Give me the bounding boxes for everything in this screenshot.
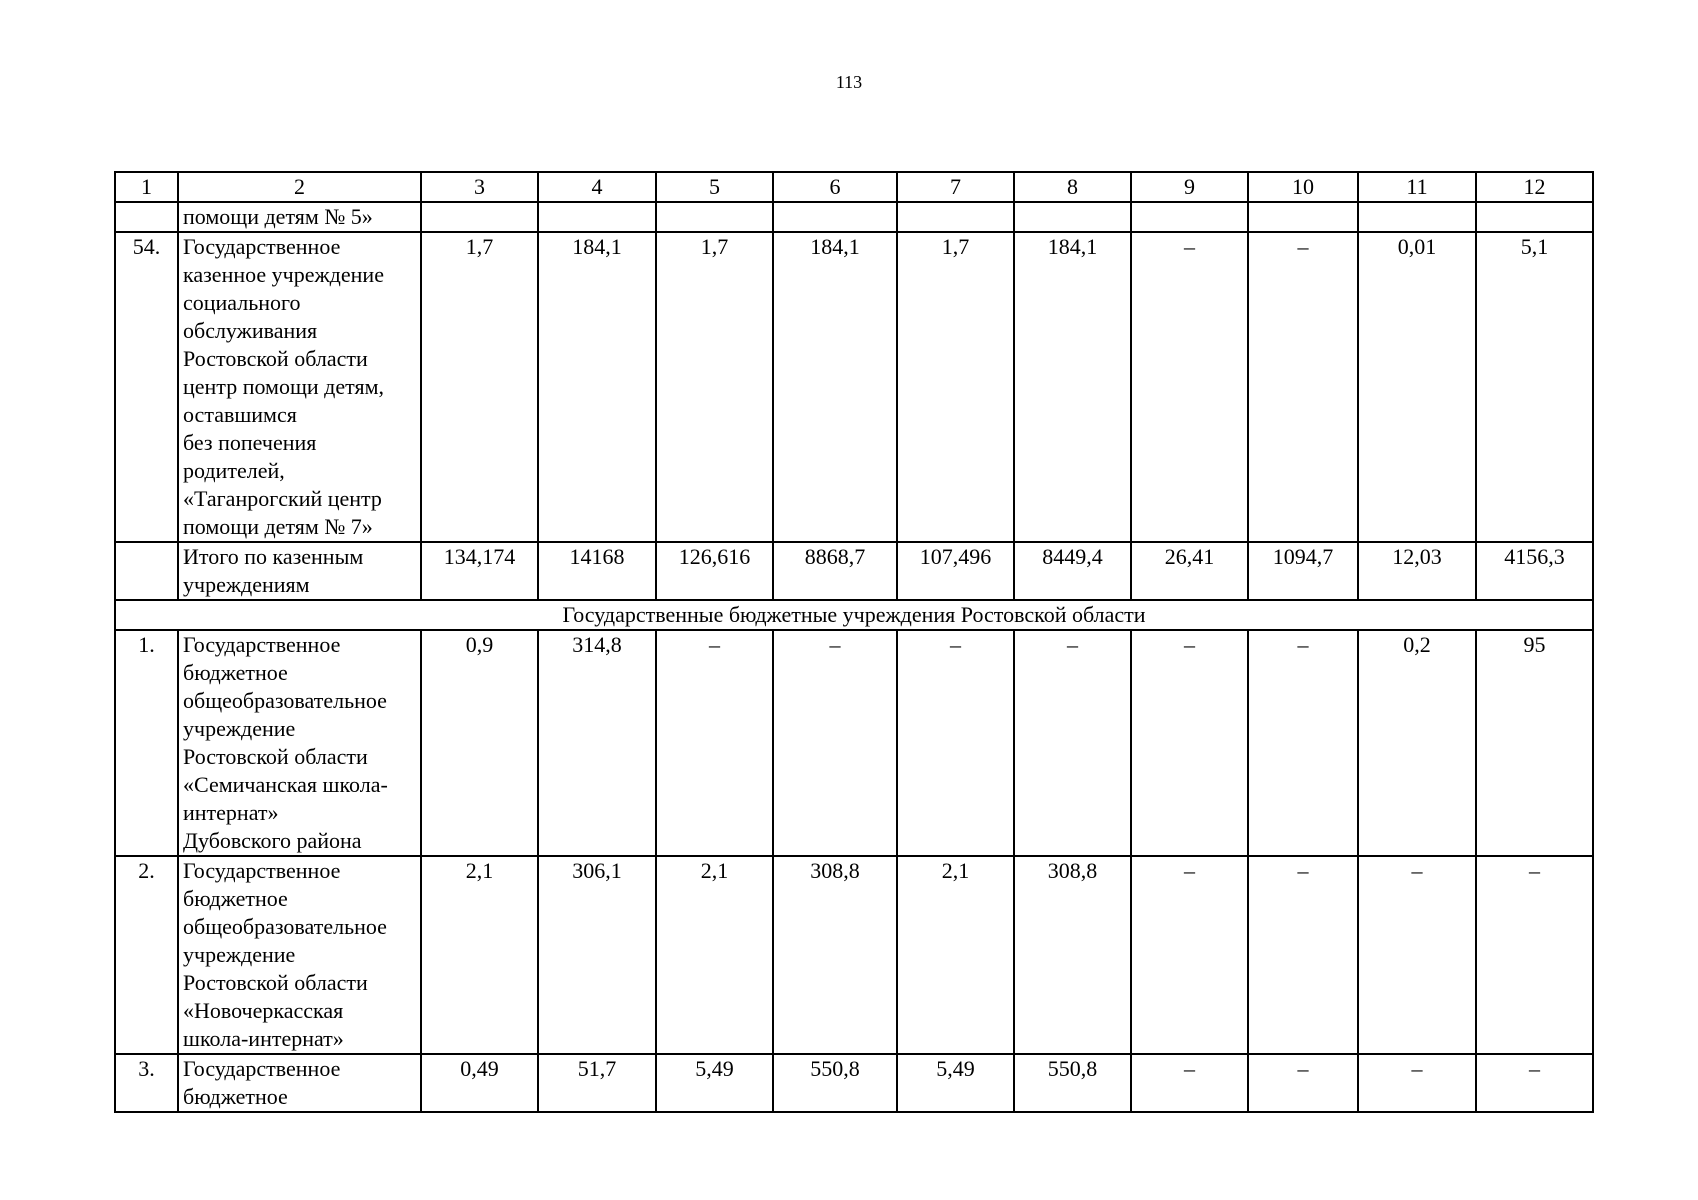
column-header: 4	[538, 172, 656, 202]
value-cell: –	[1131, 630, 1248, 856]
value-cell: 550,8	[773, 1054, 897, 1112]
value-cell: –	[1248, 630, 1358, 856]
value-cell: –	[1131, 856, 1248, 1054]
institution-name: Государственное бюджетное	[178, 1054, 421, 1112]
value-cell: –	[1014, 630, 1131, 856]
value-cell: –	[773, 630, 897, 856]
value-cell: 2,1	[656, 856, 773, 1054]
value-cell: 5,1	[1476, 232, 1593, 542]
column-header: 9	[1131, 172, 1248, 202]
value-cell	[1358, 202, 1476, 232]
value-cell: 314,8	[538, 630, 656, 856]
institution-name: помощи детям № 5»	[178, 202, 421, 232]
value-cell: 2,1	[421, 856, 538, 1054]
column-header: 6	[773, 172, 897, 202]
value-cell: –	[1131, 1054, 1248, 1112]
column-header: 11	[1358, 172, 1476, 202]
value-cell: –	[897, 630, 1014, 856]
value-cell: 1,7	[421, 232, 538, 542]
page-number: 113	[835, 72, 863, 92]
column-header: 7	[897, 172, 1014, 202]
section-title: Государственные бюджетные учреждения Ростовской области	[115, 600, 1593, 630]
value-cell: –	[656, 630, 773, 856]
institution-name: Итого по казенным учреждениям	[178, 542, 421, 600]
value-cell: –	[1131, 232, 1248, 542]
value-cell: 1,7	[656, 232, 773, 542]
table-row	[115, 202, 1593, 232]
value-cell: 5,49	[897, 1054, 1014, 1112]
value-cell	[1014, 202, 1131, 232]
value-cell: –	[1248, 856, 1358, 1054]
column-header: 2	[178, 172, 421, 202]
row-number: 1.	[115, 630, 178, 856]
value-cell: 5,49	[656, 1054, 773, 1112]
institution-name: Государственное бюджетное общеобразовательное учреждение Ростовской области «Новочеркасская школа-интернат»	[178, 856, 421, 1054]
value-cell: 1,7	[897, 232, 1014, 542]
value-cell: 184,1	[773, 232, 897, 542]
table-row	[115, 232, 1593, 542]
value-cell: 550,8	[1014, 1054, 1131, 1112]
column-header: 10	[1248, 172, 1358, 202]
column-header: 5	[656, 172, 773, 202]
value-cell: 8449,4	[1014, 542, 1131, 600]
value-cell: 306,1	[538, 856, 656, 1054]
value-cell	[897, 202, 1014, 232]
value-cell: –	[1358, 856, 1476, 1054]
value-cell: 107,496	[897, 542, 1014, 600]
column-header: 3	[421, 172, 538, 202]
row-number: 2.	[115, 856, 178, 1054]
value-cell: –	[1476, 1054, 1593, 1112]
value-cell: 0,2	[1358, 630, 1476, 856]
value-cell: 12,03	[1358, 542, 1476, 600]
value-cell: 14168	[538, 542, 656, 600]
institution-name: Государственное казенное учреждение социального обслуживания Ростовской области центр помощи детям, оставшимся без попечения родителей, «Таганрогский центр помощи детям № 7»	[178, 232, 421, 542]
value-cell: –	[1476, 856, 1593, 1054]
table-row	[115, 1054, 1593, 1112]
value-cell	[421, 202, 538, 232]
table-row	[115, 542, 1593, 600]
value-cell: 0,01	[1358, 232, 1476, 542]
section-row	[115, 600, 1593, 630]
value-cell: 0,9	[421, 630, 538, 856]
value-cell: 51,7	[538, 1054, 656, 1112]
table-header-row	[115, 172, 1593, 202]
value-cell: –	[1248, 232, 1358, 542]
value-cell: 134,174	[421, 542, 538, 600]
value-cell: 308,8	[1014, 856, 1131, 1054]
data-table	[114, 171, 1594, 1113]
table-row	[115, 630, 1593, 856]
value-cell: –	[1248, 1054, 1358, 1112]
row-number: 3.	[115, 1054, 178, 1112]
value-cell: 184,1	[538, 232, 656, 542]
value-cell: 8868,7	[773, 542, 897, 600]
value-cell: 126,616	[656, 542, 773, 600]
value-cell	[656, 202, 773, 232]
value-cell	[1131, 202, 1248, 232]
row-number	[115, 202, 178, 232]
value-cell: 308,8	[773, 856, 897, 1054]
column-header: 1	[115, 172, 178, 202]
value-cell: 184,1	[1014, 232, 1131, 542]
value-cell: 26,41	[1131, 542, 1248, 600]
value-cell	[1248, 202, 1358, 232]
value-cell	[773, 202, 897, 232]
value-cell: –	[1358, 1054, 1476, 1112]
value-cell: 2,1	[897, 856, 1014, 1054]
value-cell: 95	[1476, 630, 1593, 856]
value-cell	[1476, 202, 1593, 232]
value-cell: 1094,7	[1248, 542, 1358, 600]
table-row	[115, 856, 1593, 1054]
column-header: 8	[1014, 172, 1131, 202]
row-number	[115, 542, 178, 600]
institution-name: Государственное бюджетное общеобразовательное учреждение Ростовской области «Семичанская школа- интернат» Дубовского района	[178, 630, 421, 856]
value-cell	[538, 202, 656, 232]
value-cell: 0,49	[421, 1054, 538, 1112]
row-number: 54.	[115, 232, 178, 542]
value-cell: 4156,3	[1476, 542, 1593, 600]
column-header: 12	[1476, 172, 1593, 202]
